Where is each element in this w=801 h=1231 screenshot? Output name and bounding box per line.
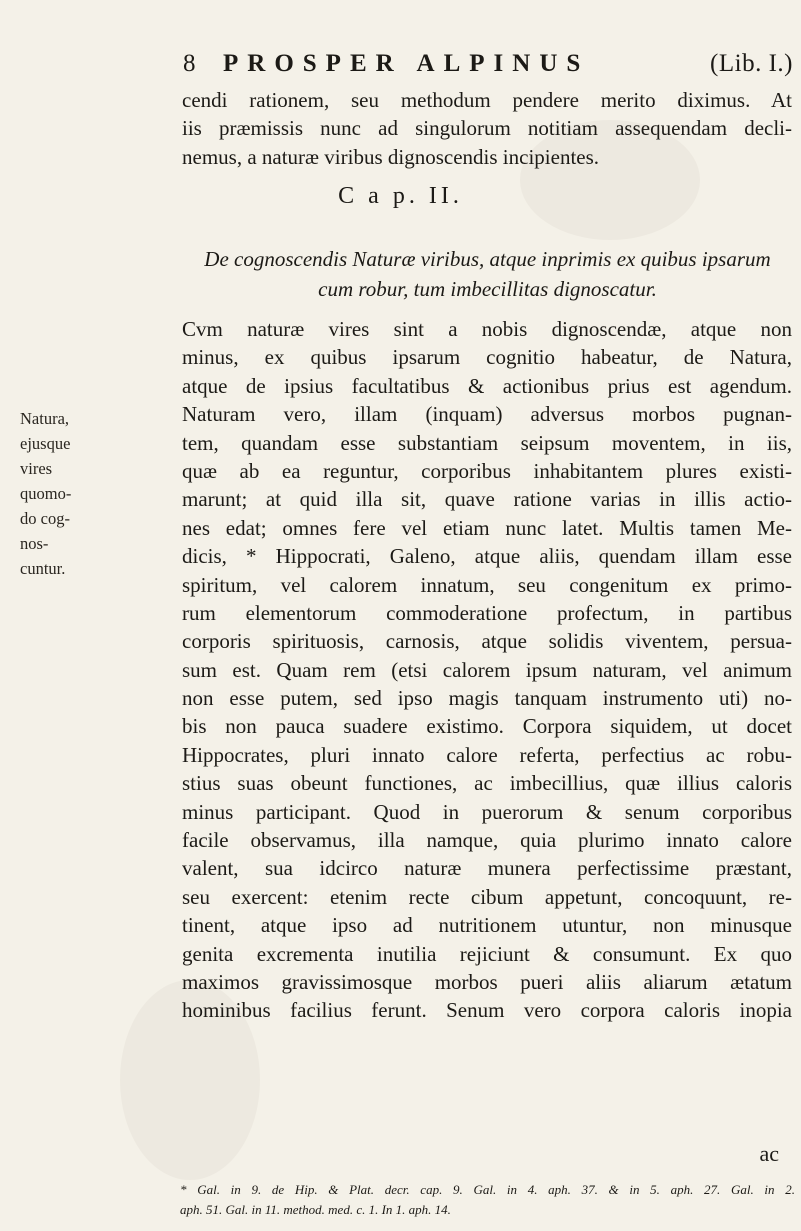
text-line: iis præmissis nunc ad singulorum notitiam assequendam decli-: [182, 116, 792, 141]
footnote-line: * Gal. in 9. de Hip. & Plat. decr. cap. 9. Gal. in 4. aph. 37. & in 5. aph. 27. Gal. in 2.: [180, 1182, 795, 1197]
text-line: dicis, * Hippocrati, Galeno, atque aliis, quendam illam esse: [182, 544, 792, 569]
text-line: nemus, a naturæ viribus dignoscendis incipientes.: [182, 144, 600, 169]
text-line: rum elementorum commoderatione profectum, in partibus: [182, 600, 792, 625]
margin-note-line: cuntur.: [20, 559, 66, 578]
chapter-title-line: cum robur, tum imbecillitas dignoscatur.: [318, 277, 657, 301]
intro-paragraph: [182, 86, 792, 171]
text-line: nes edat; omnes fere vel etiam nunc latet. Multis tamen Me-: [182, 515, 792, 540]
text-line: cendi rationem, seu methodum pendere merito diximus. At: [182, 88, 792, 112]
text-line: Cvm naturæ vires sint a nobis dignoscendæ, atque non: [182, 317, 792, 341]
margin-note-line: nos-: [20, 534, 49, 553]
main-paragraph: [182, 315, 792, 1025]
text-line: valent, sua idcirco naturæ munera perfectissime præstant,: [182, 856, 792, 881]
text-line: tem, quandam esse substantiam seipsum moventem, in iis,: [182, 430, 792, 455]
book-reference: (Lib. I.): [710, 50, 793, 77]
chapter-title: [180, 244, 795, 304]
page-number: 8: [183, 50, 196, 77]
running-header: [183, 48, 793, 84]
text-line: Naturam vero, illam (inquam) adversus morbos pugnan-: [182, 402, 792, 427]
margin-note-line: Natura,: [20, 409, 70, 428]
chapter-heading: C a p. II.: [338, 183, 463, 209]
text-line: Hippocrates, pluri innato calore referta, perfectius ac robu-: [182, 742, 792, 767]
text-line: quæ ab ea reguntur, corporibus inhabitantem plures existi-: [182, 458, 792, 483]
margin-note-line: quomo-: [20, 484, 72, 503]
text-line: maximos gravissimosque morbos pueri aliis aliarum ætatum: [182, 969, 792, 994]
text-line: sum est. Quam rem (etsi calorem ipsum naturam, vel animum: [182, 657, 792, 682]
running-title: PROSPER ALPINUS: [223, 50, 590, 77]
text-line: stius suas obeunt functiones, ac imbecillius, quæ illius caloris: [182, 771, 792, 796]
margin-note-line: ejusque: [20, 434, 71, 453]
text-line: marunt; at quid illa sit, quave ratione varias in illis actio-: [182, 487, 792, 512]
chapter-title-line: De cognoscendis Naturæ viribus, atque inprimis ex quibus ipsarum: [204, 247, 771, 271]
text-line: facile observamus, illa namque, quia plurimo innato calore: [182, 828, 792, 853]
text-line: minus, ex quibus ipsarum cognitio habeatur, de Natura,: [182, 345, 792, 370]
footnote-line: aph. 51. Gal. in 11. method. med. c. 1. In 1. aph. 14.: [180, 1202, 451, 1217]
text-line: non esse putem, sed ipso magis tanquam instrumento uti) no-: [182, 686, 792, 711]
footnote: [180, 1180, 795, 1220]
text-line: corporis spirituosis, carnosis, atque solidis viventem, persua-: [182, 629, 792, 654]
text-line: minus participant. Quod in puerorum & senum corporibus: [182, 799, 792, 824]
text-line: genita excrementa inutilia rejiciunt & consumunt. Ex quo: [182, 941, 792, 966]
margin-note: [20, 406, 160, 581]
text-line: tinent, atque ipso ad nutritionem utuntur, non minusque: [182, 913, 792, 938]
margin-note-line: vires: [20, 459, 53, 478]
margin-note-line: do cog-: [20, 509, 70, 528]
text-line: bis non pauca suadere existimo. Corpora siquidem, ut docet: [182, 714, 792, 739]
text-line: atque de ipsius facultatibus & actionibus prius est agendum.: [182, 373, 792, 398]
text-line: spiritum, vel calorem innatum, seu congenitum ex primo-: [182, 572, 792, 597]
catchword: ac: [759, 1141, 779, 1166]
text-line: seu exercent: etenim recte cibum appetunt, concoquunt, re-: [182, 884, 792, 909]
text-line: hominibus facilius ferunt. Senum vero corpora caloris inopia: [182, 998, 792, 1023]
